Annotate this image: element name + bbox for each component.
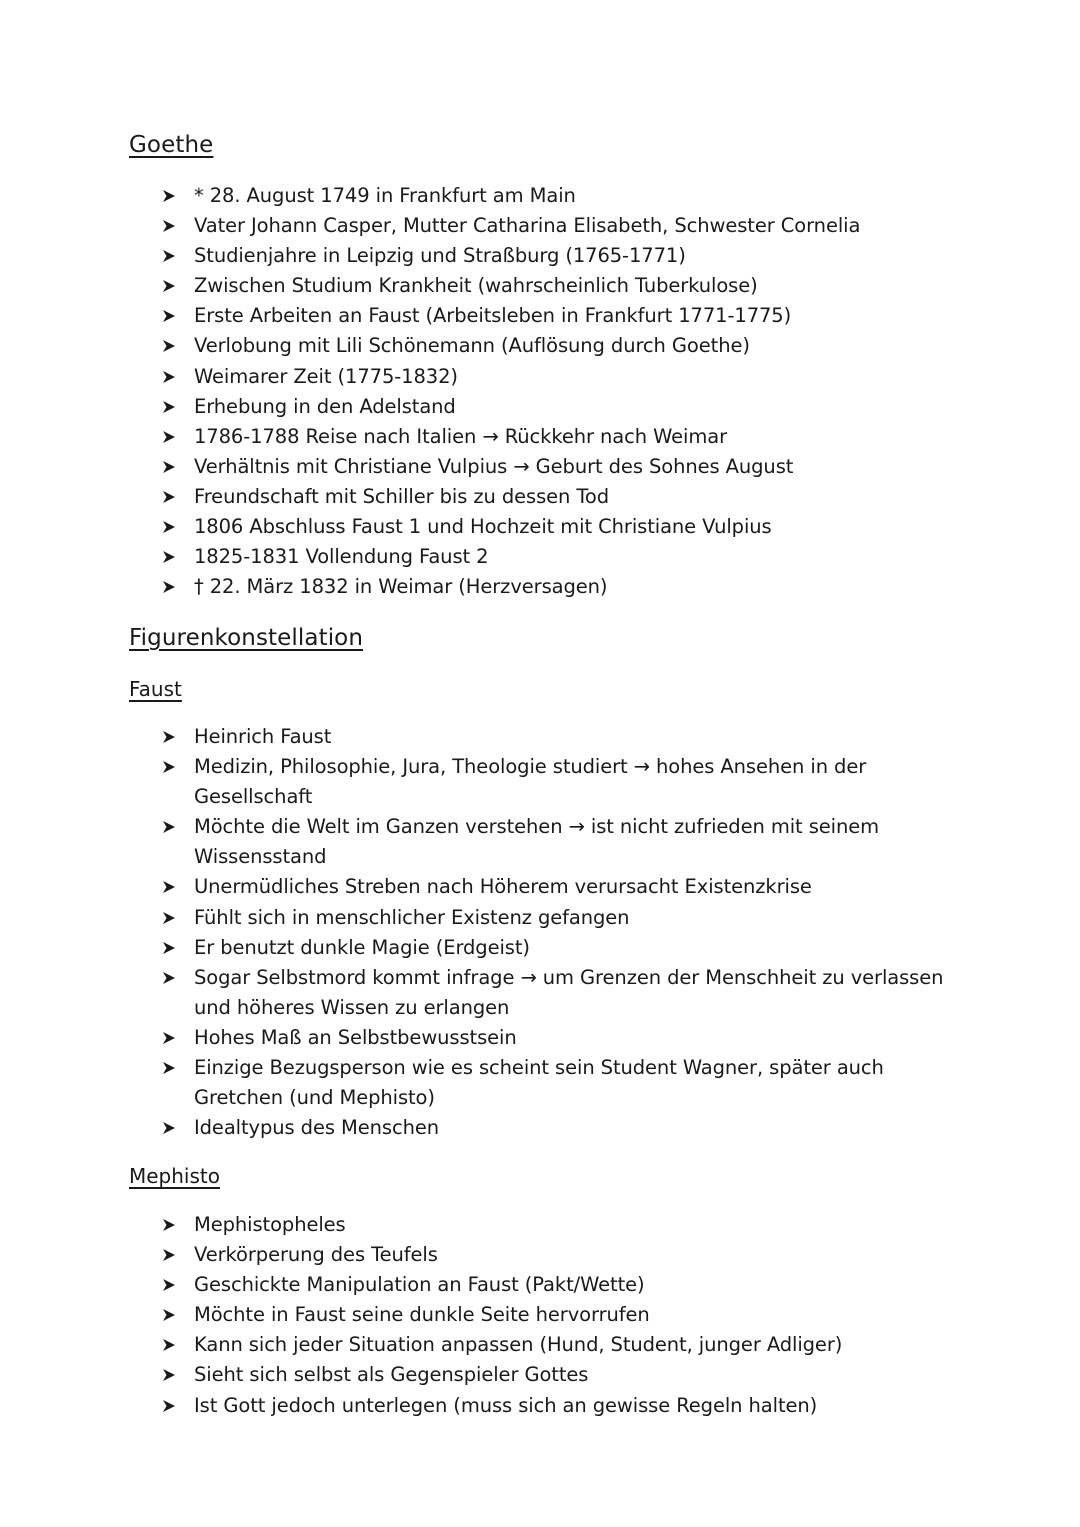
- arrowhead-bullet-icon: [162, 722, 176, 744]
- list-item: [160, 452, 960, 482]
- list-item-text: † 22. März 1832 in Weimar (Herzversagen): [194, 575, 608, 599]
- heading-faust: Faust: [129, 677, 182, 701]
- list-item: [160, 1240, 960, 1270]
- heading-mephisto: Mephisto: [129, 1164, 220, 1188]
- list-item-text: Geschickte Manipulation an Faust (Pakt/Wette): [194, 1273, 645, 1297]
- arrowhead-bullet-icon: [162, 1330, 176, 1352]
- list-item: [160, 301, 960, 331]
- arrowhead-bullet-icon: [162, 452, 176, 474]
- arrowhead-bullet-icon: [162, 1300, 176, 1322]
- arrowhead-bullet-icon: [162, 752, 176, 774]
- list-item-text: Idealtypus des Menschen: [194, 1116, 439, 1140]
- list-item-text: Zwischen Studium Krankheit (wahrscheinlich Tuberkulose): [194, 274, 758, 298]
- list-item: [160, 1113, 960, 1143]
- arrowhead-bullet-icon: [162, 181, 176, 203]
- list-item: [160, 512, 960, 542]
- arrowhead-bullet-icon: [162, 903, 176, 925]
- list-item-text: Verkörperung des Teufels: [194, 1243, 438, 1267]
- arrowhead-bullet-icon: [162, 512, 176, 534]
- list-item: [160, 1023, 960, 1053]
- mephisto-list: [160, 1210, 960, 1421]
- list-item: [160, 331, 960, 361]
- list-item: [160, 271, 960, 301]
- list-item: [160, 812, 960, 872]
- arrowhead-bullet-icon: [162, 331, 176, 353]
- arrowhead-bullet-icon: [162, 812, 176, 834]
- list-item: [160, 1300, 960, 1330]
- arrowhead-bullet-icon: [162, 482, 176, 504]
- list-item: [160, 1360, 960, 1390]
- list-item: [160, 362, 960, 392]
- list-item: [160, 572, 960, 602]
- list-item: [160, 963, 960, 1023]
- list-item: [160, 422, 960, 452]
- list-item-text: 1825-1831 Vollendung Faust 2: [194, 545, 489, 569]
- arrowhead-bullet-icon: [162, 392, 176, 414]
- arrowhead-bullet-icon: [162, 1053, 176, 1075]
- list-item: [160, 1330, 960, 1360]
- list-item: [160, 1391, 960, 1421]
- list-item: [160, 542, 960, 572]
- arrowhead-bullet-icon: [162, 362, 176, 384]
- arrowhead-bullet-icon: [162, 1270, 176, 1292]
- list-item-text: Möchte in Faust seine dunkle Seite hervorrufen: [194, 1303, 650, 1327]
- heading-figurenkonstellation: Figurenkonstellation: [129, 625, 364, 651]
- arrowhead-bullet-icon: [162, 1210, 176, 1232]
- list-item: [160, 1210, 960, 1240]
- list-item: [160, 211, 960, 241]
- list-item-text: Ist Gott jedoch unterlegen (muss sich an gewisse Regeln halten): [194, 1393, 818, 1417]
- list-item-text: Hohes Maß an Selbstbewusstsein: [194, 1025, 517, 1049]
- list-item-text: Freundschaft mit Schiller bis zu dessen Tod: [194, 484, 610, 508]
- list-item: [160, 1270, 960, 1300]
- list-item-text: Unermüdliches Streben nach Höherem verursacht Existenzkrise: [194, 875, 812, 899]
- list-item: [160, 392, 960, 422]
- list-item-text: 1786-1788 Reise nach Italien → Rückkehr nach Weimar: [194, 424, 728, 448]
- arrowhead-bullet-icon: [162, 211, 176, 233]
- list-item: [160, 1053, 960, 1113]
- list-item-text: Sieht sich selbst als Gegenspieler Gottes: [194, 1363, 589, 1387]
- arrowhead-bullet-icon: [162, 301, 176, 323]
- list-item-text: Erste Arbeiten an Faust (Arbeitsleben in Frankfurt 1771-1775): [194, 304, 792, 328]
- faust-list: [160, 722, 960, 1143]
- arrowhead-bullet-icon: [162, 1391, 176, 1413]
- goethe-list: [160, 181, 960, 602]
- list-item-text: Studienjahre in Leipzig und Straßburg (1765-1771): [194, 244, 686, 268]
- list-item-text: * 28. August 1749 in Frankfurt am Main: [194, 184, 576, 207]
- list-item-text: Heinrich Faust: [194, 725, 332, 748]
- list-item-text: Vater Johann Casper, Mutter Catharina Elisabeth, Schwester Cornelia: [194, 214, 861, 238]
- arrowhead-bullet-icon: [162, 1113, 176, 1135]
- list-item-text: Weimarer Zeit (1775-1832): [194, 364, 458, 388]
- arrowhead-bullet-icon: [162, 1240, 176, 1262]
- arrowhead-bullet-icon: [162, 872, 176, 894]
- list-item-text: Fühlt sich in menschlicher Existenz gefangen: [194, 905, 630, 929]
- arrowhead-bullet-icon: [162, 271, 176, 293]
- list-item-text: Kann sich jeder Situation anpassen (Hund, Student, junger Adliger): [194, 1333, 843, 1357]
- arrowhead-bullet-icon: [162, 572, 176, 594]
- arrowhead-bullet-icon: [162, 542, 176, 564]
- list-item-text: Möchte die Welt im Ganzen verstehen → ist nicht zufrieden mit seinem Wissensstand: [194, 815, 880, 869]
- list-item: [160, 482, 960, 512]
- arrowhead-bullet-icon: [162, 933, 176, 955]
- list-item-text: 1806 Abschluss Faust 1 und Hochzeit mit Christiane Vulpius: [194, 515, 772, 539]
- list-item: [160, 722, 960, 752]
- list-item-text: Mephistopheles: [194, 1213, 346, 1236]
- list-item-text: Er benutzt dunkle Magie (Erdgeist): [194, 935, 530, 959]
- list-item: [160, 181, 960, 211]
- list-item: [160, 241, 960, 271]
- list-item: [160, 903, 960, 933]
- arrowhead-bullet-icon: [162, 963, 176, 985]
- list-item: [160, 872, 960, 902]
- arrowhead-bullet-icon: [162, 1023, 176, 1045]
- list-item: [160, 933, 960, 963]
- arrowhead-bullet-icon: [162, 241, 176, 263]
- arrowhead-bullet-icon: [162, 1360, 176, 1382]
- list-item-text: Sogar Selbstmord kommt infrage → um Grenzen der Menschheit zu verlassen und höheres Wissen zu erlangen: [194, 965, 944, 1019]
- arrowhead-bullet-icon: [162, 422, 176, 444]
- list-item-text: Erhebung in den Adelstand: [194, 394, 456, 418]
- list-item-text: Medizin, Philosophie, Jura, Theologie studiert → hohes Ansehen in der Gesellschaft: [194, 755, 867, 809]
- heading-goethe: Goethe: [129, 132, 214, 158]
- list-item-text: Einzige Bezugsperson wie es scheint sein Student Wagner, später auch Gretchen (und Mephisto): [194, 1056, 884, 1110]
- list-item: [160, 752, 960, 812]
- list-item-text: Verhältnis mit Christiane Vulpius → Geburt des Sohnes August: [194, 454, 794, 478]
- list-item-text: Verlobung mit Lili Schönemann (Auflösung durch Goethe): [194, 334, 750, 358]
